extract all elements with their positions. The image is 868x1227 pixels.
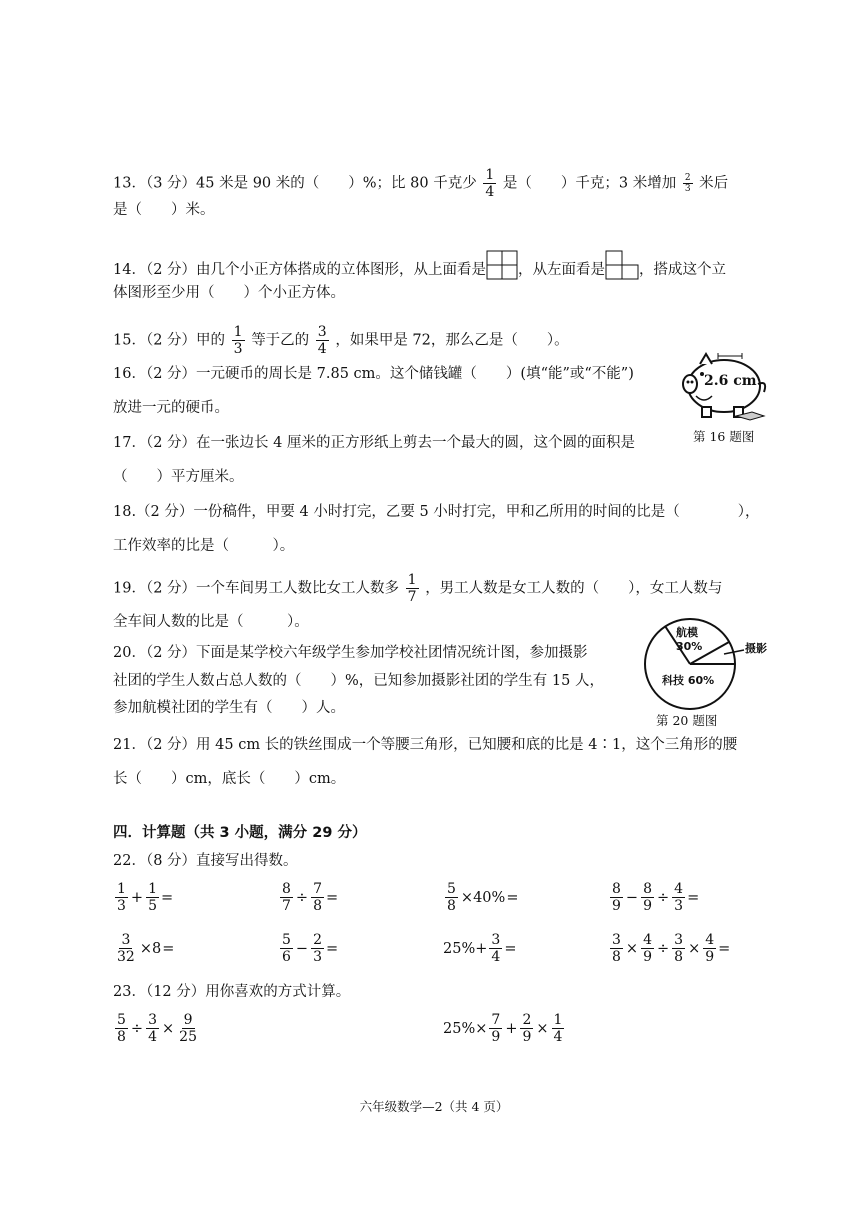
math-operator: + — [505, 1020, 518, 1037]
question-21-line-1: 21．（2 分）用 45 cm 长的铁丝围成一个等腰三角形，已知腰和底的比是 4∶1，这个三角形的腰 — [113, 737, 738, 753]
denominator: 9 — [643, 949, 652, 965]
question-20-line-1: 20．（2 分）下面是某学校六年级学生参加学校社团情况统计图，参加摄影 — [113, 645, 588, 661]
denominator: 9 — [705, 949, 715, 965]
math-operator: = — [687, 889, 700, 906]
pie-label-aviation: 航模 — [676, 626, 698, 639]
denominator: 4 — [491, 949, 501, 965]
numerator: 5 — [447, 881, 456, 897]
numerator: 3 — [674, 932, 684, 948]
math-operator: ÷ — [295, 889, 309, 906]
pie-value-aviation: 30% — [676, 640, 703, 653]
piggy-bank-figure — [676, 344, 776, 424]
fraction — [641, 932, 654, 965]
numerator: 4 — [705, 932, 715, 948]
question-18-line-1: 18.（2 分）一份稿件，甲要 4 小时打完，乙要 5 小时打完，甲和乙所用的时间的比是（ ）， — [113, 504, 760, 520]
math-operator: × — [536, 1020, 549, 1037]
numerator: 8 — [643, 881, 652, 897]
numerator: 1 — [148, 881, 157, 897]
denominator: 5 — [148, 898, 157, 914]
numerator: 8 — [612, 881, 621, 897]
question-18-line-2: 工作效率的比是（ ）。 — [113, 538, 295, 554]
fraction — [489, 932, 502, 965]
calc-item — [608, 932, 730, 965]
denominator: 8 — [313, 898, 322, 914]
fraction — [146, 881, 159, 914]
question-23-title: 23．（12 分）用你喜欢的方式计算。 — [113, 984, 351, 1000]
fraction — [672, 932, 685, 965]
denominator: 8 — [117, 1029, 126, 1045]
question-22-title: 22．（8 分）直接写出得数。 — [113, 853, 298, 869]
math-operator: − — [295, 940, 309, 957]
numerator: 3 — [491, 932, 501, 948]
math-operator: × — [688, 940, 701, 957]
denominator: 3 — [313, 949, 322, 965]
figure-20-caption: 第 20 题图 — [656, 713, 718, 728]
fraction — [280, 881, 293, 914]
fraction: $\frac{1}{3}$ — [233, 324, 243, 357]
piggy-bank-slot-label: 2.6 cm — [704, 373, 757, 389]
pie-label-technology: 科技 60% — [662, 674, 715, 687]
math-operator: = — [326, 940, 339, 957]
question-14-line-1: 14．（2 分）由几个小正方体搭成的立体图形，从上面看是 ，从左面看是 ，搭成这个立 — [113, 250, 726, 280]
denominator: 32 — [117, 949, 135, 965]
math-operator: ÷ — [657, 889, 670, 906]
denominator: 8 — [612, 949, 621, 965]
question-21-line-2: 长（ ）cm，底长（ ）cm。 — [113, 771, 346, 787]
denominator: 6 — [282, 949, 291, 965]
question-20-line-2: 社团的学生人数占总人数的（ ）%，已知参加摄影社团的学生有 15 人， — [113, 673, 604, 689]
math-operator: = — [326, 889, 339, 906]
fraction — [115, 881, 128, 914]
fraction — [610, 881, 623, 914]
math-operator: = — [718, 940, 731, 957]
fraction — [115, 1012, 128, 1045]
denominator: 9 — [643, 898, 652, 914]
question-13-line-2: 是（ ）米。 — [113, 202, 215, 218]
left-view-figure — [605, 250, 639, 280]
fraction — [115, 932, 137, 965]
numerator: 9 — [183, 1012, 193, 1028]
denominator: 3 — [674, 898, 684, 914]
fraction — [610, 932, 623, 965]
denominator: 9 — [612, 898, 621, 914]
fraction: $\frac{1}{7}$ — [407, 572, 417, 605]
calc-item — [113, 1012, 201, 1045]
math-operator: = — [506, 889, 519, 906]
question-19-line-1: 19．（2 分）一个车间男工人数比女工人数多 $\frac{1}{7}$ ，男工人数是女工人数的（ ），女工人数与 — [113, 572, 723, 605]
question-14-line-2: 体图形至少用（ ）个小正方体。 — [113, 285, 345, 301]
math-operator: ×8 — [139, 940, 162, 957]
math-operator: = — [162, 940, 175, 957]
pie-label-photography: 摄影 — [745, 642, 767, 655]
fraction: $\frac{1}{4}$ — [485, 167, 495, 200]
numerator: 5 — [282, 932, 291, 948]
numerator: 4 — [674, 881, 684, 897]
fraction — [672, 881, 685, 914]
numerator: 1 — [553, 1012, 563, 1028]
question-17-line-2: （ ）平方厘米。 — [113, 469, 244, 485]
question-13-line-1: 13．（3 分）45 米是 90 米的（ ）%；比 80 千克少 $\frac{1}{4}$ 是（ ）千克；3 米增加 $\frac{2}{3}$ 米后 — [113, 167, 729, 200]
fraction: $\frac{3}{4}$ — [317, 324, 327, 357]
question-17-line-1: 17．（2 分）在一张边长 4 厘米的正方形纸上剪去一个最大的圆，这个圆的面积是 — [113, 435, 635, 451]
denominator: 9 — [491, 1029, 501, 1045]
numerator: 5 — [117, 1012, 126, 1028]
club-pie-chart — [640, 614, 780, 714]
math-operator: = — [504, 940, 517, 957]
numerator: 3 — [612, 932, 621, 948]
denominator: 8 — [447, 898, 456, 914]
calc-item — [113, 932, 174, 965]
denominator: 8 — [674, 949, 684, 965]
fraction — [177, 1012, 199, 1045]
math-operator: ×40% — [460, 889, 506, 906]
page-footer: 六年级数学—2（共 4 页） — [359, 1099, 509, 1114]
calc-item — [608, 881, 699, 914]
denominator: 9 — [522, 1029, 532, 1045]
numerator: 8 — [282, 881, 291, 897]
calc-item — [278, 932, 338, 965]
fraction — [703, 932, 716, 965]
section-heading: 四．计算题（共 3 小题，满分 29 分） — [113, 825, 367, 841]
fraction — [489, 1012, 502, 1045]
numerator: 3 — [121, 932, 131, 948]
calc-item — [278, 881, 338, 914]
math-operator: 25%+ — [443, 940, 488, 957]
denominator: 3 — [117, 898, 126, 914]
denominator: 7 — [282, 898, 291, 914]
math-operator: = — [161, 889, 174, 906]
question-20-line-3: 参加航模社团的学生有（ ）人。 — [113, 700, 345, 716]
math-operator: ÷ — [130, 1020, 144, 1037]
denominator: 25 — [179, 1029, 197, 1045]
question-15: 15．（2 分）甲的 $\frac{1}{3}$ 等于乙的 $\frac{3}{4}$ ，如果甲是 72，那么乙是（ ）。 — [113, 324, 569, 357]
question-16-line-1: 16．（2 分）一元硬币的周长是 7.85 cm。这个储钱罐（ ）(填“能”或“不能”) — [113, 366, 634, 382]
top-view-figure — [486, 250, 518, 280]
numerator: 7 — [491, 1012, 501, 1028]
figure-16-caption: 第 16 题图 — [693, 429, 755, 444]
fraction — [445, 881, 458, 914]
fraction — [552, 1012, 565, 1045]
question-19-line-2: 全车间人数的比是（ ）。 — [113, 614, 309, 630]
fraction — [146, 1012, 159, 1045]
denominator: 4 — [148, 1029, 157, 1045]
numerator: 7 — [313, 881, 322, 897]
calc-item — [443, 881, 518, 914]
math-operator: × — [162, 1020, 175, 1037]
numerator: 4 — [643, 932, 652, 948]
math-operator: − — [625, 889, 639, 906]
math-operator: 25%× — [443, 1020, 488, 1037]
question-16-line-2: 放进一元的硬币。 — [113, 400, 229, 416]
fraction — [280, 932, 293, 965]
fraction — [311, 881, 324, 914]
calc-item — [443, 932, 516, 965]
fraction — [520, 1012, 533, 1045]
calc-item — [113, 881, 173, 914]
math-operator: × — [625, 940, 639, 957]
calc-item — [443, 1012, 566, 1045]
numerator: 1 — [117, 881, 126, 897]
numerator: 2 — [313, 932, 322, 948]
fraction — [641, 881, 654, 914]
denominator: 4 — [553, 1029, 563, 1045]
numerator: 2 — [522, 1012, 532, 1028]
fraction — [311, 932, 324, 965]
numerator: 3 — [148, 1012, 157, 1028]
math-operator: ÷ — [657, 940, 670, 957]
fraction: $\frac{2}{3}$ — [684, 173, 691, 194]
math-operator: + — [130, 889, 144, 906]
